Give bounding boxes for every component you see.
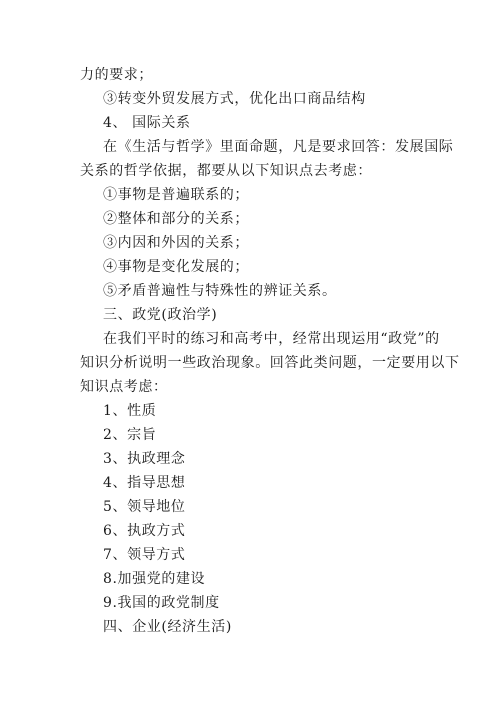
list-item: ④事物是变化发展的； [103, 259, 249, 275]
list-item: 7、领导方式 [103, 547, 186, 563]
list-item: 3、执政理念 [103, 451, 186, 467]
section-heading: 三、政党(政治学) [103, 307, 218, 323]
list-item: ⑤矛盾普遍性与特殊性的辨证关系。 [103, 283, 337, 299]
list-item: 1、性质 [103, 403, 157, 419]
list-item: ③内因和外因的关系； [103, 235, 249, 251]
text-line: 力的要求； [80, 67, 153, 83]
paragraph-line: 知识点考虑： [80, 379, 168, 395]
list-item: 4、指导思想 [103, 475, 186, 491]
text-line: ③转变外贸发展方式，优化出口商品结构 [103, 91, 366, 107]
list-item: ②整体和部分的关系； [103, 211, 249, 227]
list-item: 8.加强党的建设 [103, 571, 206, 587]
list-item: ①事物是普遍联系的； [103, 187, 249, 203]
list-item: 5、领导地位 [103, 499, 186, 515]
section-heading: 四、企业(经济生活) [103, 619, 232, 635]
paragraph-line: 关系的哲学依据，都要从以下知识点去考虑： [80, 163, 372, 179]
paragraph-line: 在我们平时的练习和高考中，经常出现运用“政党”的 [103, 331, 440, 347]
section-heading: 4、 国际关系 [103, 115, 191, 131]
list-item: 6、执政方式 [103, 523, 186, 539]
paragraph-line: 知识分析说明一些政治现象。回答此类问题，一定要用以下 [80, 355, 460, 371]
paragraph-line: 在《生活与哲学》里面命题，凡是要求回答：发展国际 [103, 139, 454, 155]
list-item: 9.我国的政党制度 [103, 595, 220, 611]
list-item: 2、宗旨 [103, 427, 157, 443]
